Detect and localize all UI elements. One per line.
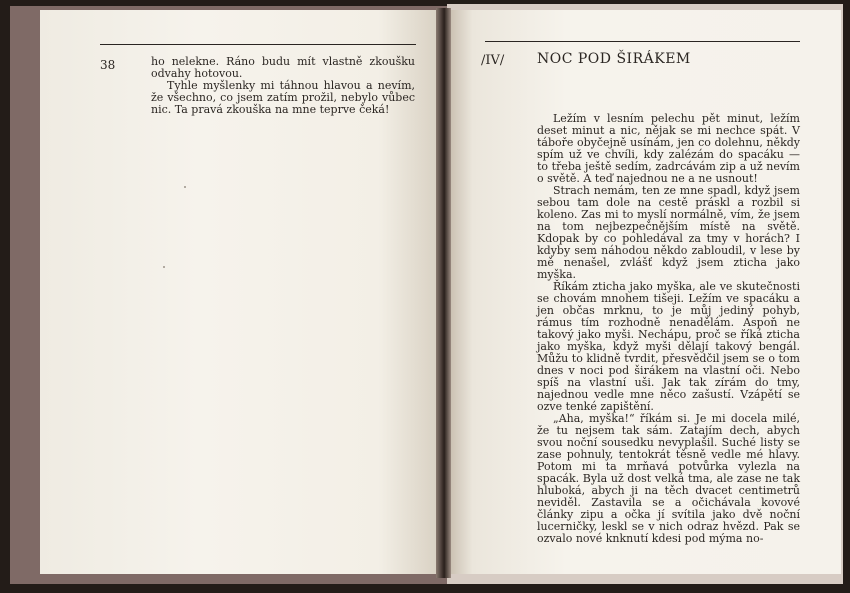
book-gutter [436, 8, 451, 578]
paper-speck [184, 186, 186, 188]
chapter-number: /IV/ [481, 53, 505, 68]
right-paragraph-4: „Aha, myška!“ říkám si. Je mi docela milé, že tu nejsem tak sám. Zatajím dech, abych svou noční sousedku nevyplašil. Suché listy se zase pohnuly, tentokrát těsně vedle mé hlavy. Potom mi ta mrňavá potvůrka vylezla na spacák. Byla už dost velká tma, ale zase ne tak hluboká, abych ji na těch dvacet centimetrů neviděl. Zastavila se a očichávala kovové články zipu a očka jí svítila jako dvě noční lucerničky, leskl se v nich odraz hvězd. Pak se ozvalo nové knknutí kdesi pod mýma no- [537, 412, 800, 545]
left-paragraph-2: Tyhle myšlenky mi táhnou hlavou a nevím, že všechno, co jsem zatím prožil, nebylo vůbec nic. Ta pravá zkouška na mne teprve čeká! [151, 79, 415, 116]
right-paragraph-1: Ležím v lesním pelechu pět minut, ležím deset minut a nic, nějak se mi nechce spát. V táboře obyčejně usínám, jen co dolehnu, někdy spím už ve chvíli, kdy zalézám do spacáku — to třeba ještě sedím, zadrcávám zip a už nevím o světě. A teď najednou ne a ne usnout! [537, 112, 800, 185]
left-header-rule [100, 44, 416, 45]
page-number: 38 [100, 58, 116, 72]
chapter-title: NOC POD ŠIRÁKEM [537, 51, 691, 67]
right-page-text [537, 113, 800, 545]
left-page-text [151, 56, 415, 116]
right-paragraph-3: Říkám zticha jako myška, ale ve skutečnosti se chovám mnohem tišeji. Ležím ve spacáku a jen občas mrknu, to je můj jediný pohyb, rámus tím rozhodně nenadělám. Aspoň ne takový jako myši. Nechápu, proč se říká zticha jako myška, když myši dělají takový bengál. Můžu to klidně tvrdit, přesvědčil jsem se o tom dnes v noci pod širákem na vlastní oči. Nebo spíš na vlastní uši. Jak tak zírám do tmy, najednou vedle mne něco zašustí. Vzápětí se ozve tenké zapištění. [537, 280, 800, 413]
right-paragraph-2: Strach nemám, ten ze mne spadl, když jsem sebou tam dole na cestě práskl a rozbil si koleno. Zas mi to myslí normálně, vím, že jsem na tom nejbezpečnějším místě na světě. Kdopak by co pohledával za tmy v horách? I kdyby sem náhodou někdo zabloudil, v lese by mě nenašel, zvlášť když jsem zticha jako myška. [537, 184, 800, 281]
right-header-rule [485, 41, 800, 42]
paper-speck [163, 266, 165, 268]
left-paragraph-1: ho nelekne. Ráno budu mít vlastně zkoušku odvahy hotovou. [151, 55, 415, 80]
